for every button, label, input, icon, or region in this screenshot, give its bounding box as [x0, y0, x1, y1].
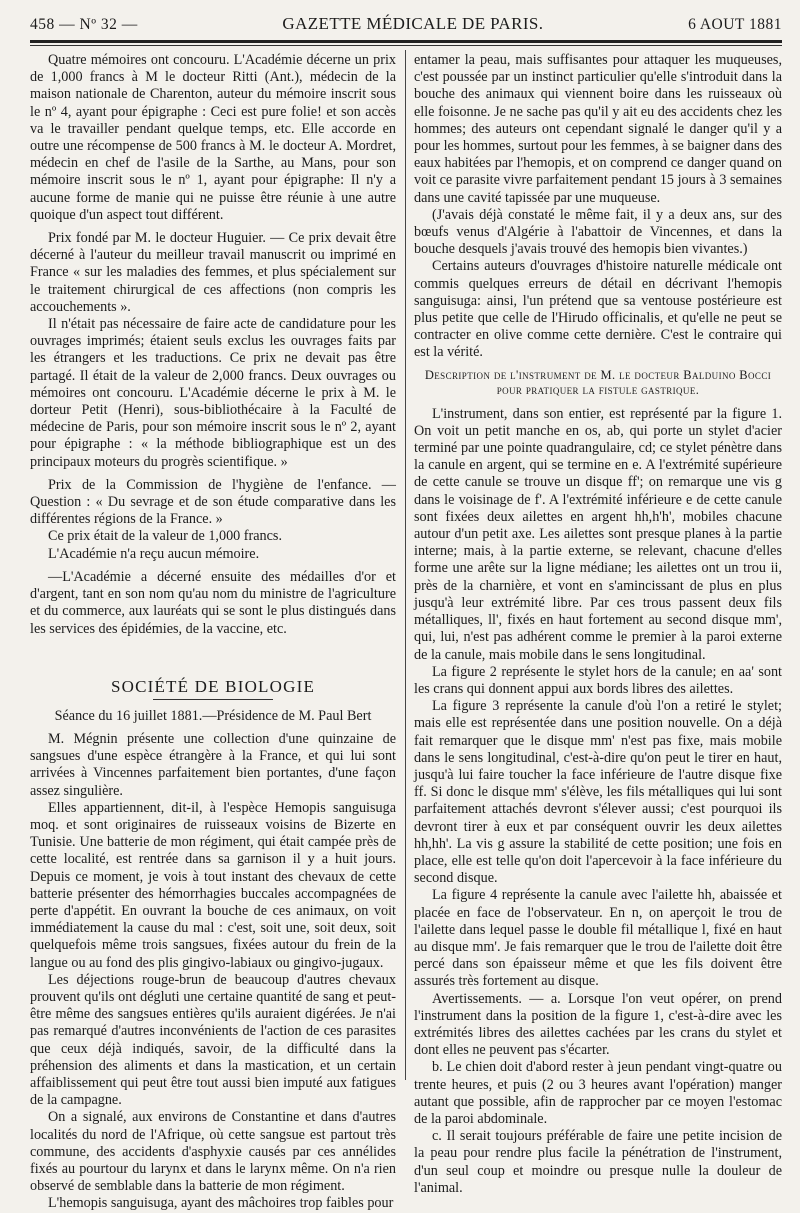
- paragraph: Elles appartiennent, dit-il, à l'espèce Hemopis sanguisuga moq. et sont originaires de ruisseaux voisins de Bizerte en Tunisie. Une batterie de mon régiment, qui était campée près de cette localité, est rentrée dans sa garnison il y a huit jours. Depuis ce moment, je vois à tout instant des chevaux de cette batterie présenter des hémorrhagies buccales accompagnées de perte d'appétit. En ouvrant la bouche de ces animaux, on voit immédiatement la cause du mal : c'est, soit une, soit deux, soit quelquefois même trois sangsues, fixées autour du frein de la langue ou au fond des plis gingivo-labiaux ou gingivo-jugaux.: [30, 799, 396, 971]
- paragraph: M. Mégnin présente une collection d'une quinzaine de sangsues d'une espèce étrangère à la France, et qui lui sont arrivées à Vincennes parfaitement bien portantes, d'une façon assez singulière.: [30, 730, 396, 799]
- paragraph: Il n'était pas nécessaire de faire acte de candidature pour les ouvrages imprimés; étaient seuls exclus les ouvrages faits par les étrangers et les traductions. Ce prix ne devait pas être partagé. Il était de la valeur de 2,000 francs. Deux ouvrages ou mémoires ont concouru. L'Académie décerne le prix à M. le dorteur Petit (Henri), sous-bibliothécaire à la Faculté de médecine de Paris, pour son mémoire inscrit sous le nº 2, ayant pour épigraphe : « la méthode bibliographique est un des principaux moteurs du progrès scientifique. »: [30, 316, 396, 470]
- section-title-underline: [153, 699, 273, 700]
- paragraph: Prix fondé par M. le docteur Huguier. — Ce prix devait être décerné à l'auteur du meilleur travail manuscrit ou imprimé en France « sur les maladies des femmes, et plus spécialement sur le traitement chirurgical de ces affections (non compris les accouchements ».: [30, 230, 396, 315]
- paragraph: La figure 3 représente la canule d'où l'on a retiré le stylet; mais elle est représentée dans une position nouvelle. On a déjà fait remarquer que le disque mm' n'est pas fixe, mais mobile dans le sens longitudinal, c'est-à-dire qu'on peut le tirer en haut, jusqu'à lui faire toucher la face inférieure de l'autre disque fixe ff. Si donc le disque mm' s'élève, les fils métalliques qui lui sont parfaitement attachés devront s'élever aussi; c'est pourquoi ils devront tirer à eux et par conséquent ouvrir les deux ailettes hh,hh'. La vis g assure la stabilité de cette position; une fois en place, elle est telle qu'on doit l'apercevoir à la face inférieure du second disque.: [414, 698, 782, 887]
- article-title: Description de l'instrument de M. le docteur Balduino Bocci pour pratiquer la fistule gastrique.: [424, 367, 772, 397]
- paragraph: entamer la peau, mais suffisantes pour attaquer les muqueuses, c'est poussée par un instinct particulier qu'elle s'introduit dans la bouche des animaux qui viennent boire dans les ruisseaux où elle foisonne. Je ne sache pas qu'il y ait eu des accidents chez les hommes; des auteurs ont cependant signalé le danger qu'il y a pour les hommes, surtout pour les femmes, à se baigner dans des eaux habitées par l'hemopis, et on comprend ce danger quand on voit ce parasite vivre parfaitement pendant 15 jours à 3 semaines dans une cavité tapissée par une muqueuse.: [414, 52, 782, 206]
- section-title: SOCIÉTÉ DE BIOLOGIE: [110, 676, 316, 696]
- header-rule-thin: [30, 45, 782, 46]
- paragraph: On a signalé, aux environs de Constantine et dans d'autres localités du nord de l'Afrique, où cette sangsue est partout très commune, des accidents d'asphyxie causés par ces annélides fixés au pourtour du larynx et dans le larynx même. On n'a rien observé de semblable dans la batterie de mon régiment.: [30, 1109, 396, 1195]
- right-column: [414, 52, 782, 1197]
- paragraph: Quatre mémoires ont concouru. L'Académie décerne un prix de 1,000 francs à M le docteur Ritti (Ant.), médecin de la maison nationale de Charenton, auteur du mémoire inscrit sous le nº 4, ayant pour épigraphe : Ceci est pure folie! et son accès va le travailler pendant quelque temps, etc. Elle accorde en outre une récompense de 500 francs à M. le docteur A. Mordret, médecin en chef de l'asile de la Sarthe, au Mans, pour son mémoire inscrit sous le nº 1, ayant pour épigraphe: Il n'y a aucune forme de manie qui ne puisse être réunie à une autre quoique d'un aspect tout différent.: [30, 52, 396, 223]
- paragraph: Les déjections rouge-brun de beaucoup d'autres chevaux prouvent qu'ils ont dégluti une certaine quantité de sang et peut-être même des sangsues entières qu'ils auraient digérées. Je n'ai pas remarqué d'autres inconvénients de l'action de ces parasites que ceux déjà indiqués, savoir, de la difficulté dans la préhension des aliments et dans la mastication, et un certain affaiblissement qui peut être tout aussi bien imputé aux fatigues de la campagne.: [30, 971, 396, 1109]
- page-number: 458 — Nº 32 —: [30, 16, 138, 33]
- paragraph: Avertissements. — a. Lorsque l'on veut opérer, on prend l'instrument dans la position de la figure 1, c'est-à-dire avec les extrémités libres des ailettes cachées par les crans du stylet et dont elles ne peuvent pas s'écarter.: [414, 990, 782, 1059]
- paragraph: L'Académie n'a reçu aucun mémoire.: [48, 545, 260, 562]
- left-column: [30, 52, 396, 1213]
- journal-title: GAZETTE MÉDICALE DE PARIS.: [282, 14, 544, 33]
- paragraph: L'instrument, dans son entier, est représenté par la figure 1. On voit un petit manche en os, ab, qui porte un stylet d'acier terminé par une pointe quadrangulaire, cd; ce stylet pénètre dans la canule en argent, qui se termine en e. A l'extrémité supérieure de cette canule se trouve un disque ff'; on remarque une vis g dans le voisinage de f'. A l'extrémité inférieure e de cette canule sont fixées deux ailettes en argent hh,h'h', mobiles chacune autour d'un petit axe. Les ailettes sont presque planes à la partie interne; mais, à la partie externe, se relevant, chacune d'elles forme une arête sur la ligne médiane; les ailettes ont un trou ii, près de la charnière, et vont en s'amincissant de plus en plus jusqu'à leur extrémité libre. Par ces trous passent deux fils métalliques, ll', fixés en haut fortement au second disque mm', qui, lui, n'est pas adhérent comme le premier à la paroi externe de la canule, mais mobile dans le sens longitudinal.: [414, 405, 782, 663]
- issue-date: 6 AOUT 1881: [688, 16, 782, 33]
- paragraph: L'hemopis sanguisuga, ayant des mâchoires trop faibles pour: [48, 1195, 394, 1212]
- paragraph: Certains auteurs d'ouvrages d'histoire naturelle médicale ont commis quelques erreurs de détail en décrivant l'hemopis sanguisuga: ainsi, l'un prétend que sa ventouse postérieure est plus petite que celle de l'Hirudo officinalis, et qu'elle ne peut se contracter en olive comme cette dernière. C'est le contraire qui est la vérité.: [414, 258, 782, 361]
- column-divider: [405, 50, 406, 1080]
- paragraph: b. Le chien doit d'abord rester à jeun pendant vingt-quatre ou trente heures, et puis (2 ou 3 heures avant l'opération) manger autant que possible, afin de rapprocher par ce moyen l'estomac de la paroi abdominale.: [414, 1059, 782, 1127]
- paragraph: Ce prix était de la valeur de 1,000 francs.: [48, 528, 283, 545]
- paragraph: (J'avais déjà constaté le même fait, il y a deux ans, sur des bœufs venus d'Algérie à l'abattoir de Vincennes, et dans la bouche desquels j'avais trouvé des hemopis bien vivantes.): [414, 206, 782, 258]
- paragraph: La figure 4 représente la canule avec l'ailette hh, abaissée et placée en face de l'observateur. En n, on aperçoit le trou de l'ailette dans lequel passe le double fil métallique l, fixé en haut au disque mm'. Je fais remarquer que le trou de l'ailette doit être percé dans son épaisseur même et que les fils doivent être assurés très fortement au disque.: [414, 887, 782, 990]
- session-line: Séance du 16 juillet 1881.—Présidence de M. Paul Bert: [54, 707, 372, 724]
- paragraph: —L'Académie a décerné ensuite des médailles d'or et d'argent, tant en son nom qu'au nom du ministre de l'agriculture et du commerce, aux lauréats qui se sont le plus distingués dans les services des épidémies, de la vaccine, etc.: [30, 568, 396, 637]
- header-rule-thick: [30, 40, 782, 43]
- paragraph: c. Il serait toujours préférable de faire une petite incision de la peau pour rendre plus facile la pénétration de l'instrument, d'un seul coup et moindre ou presque nulle la douleur de l'animal.: [414, 1128, 782, 1196]
- paragraph: La figure 2 représente le stylet hors de la canule; en aa' sont les crans qui donnent appui aux bords libres des ailettes.: [414, 663, 782, 697]
- paragraph: Prix de la Commission de l'hygiène de l'enfance. — Question : « Du sevrage et de son étude comparative dans les différentes régions de la France. »: [30, 476, 396, 528]
- page-header: [30, 14, 782, 38]
